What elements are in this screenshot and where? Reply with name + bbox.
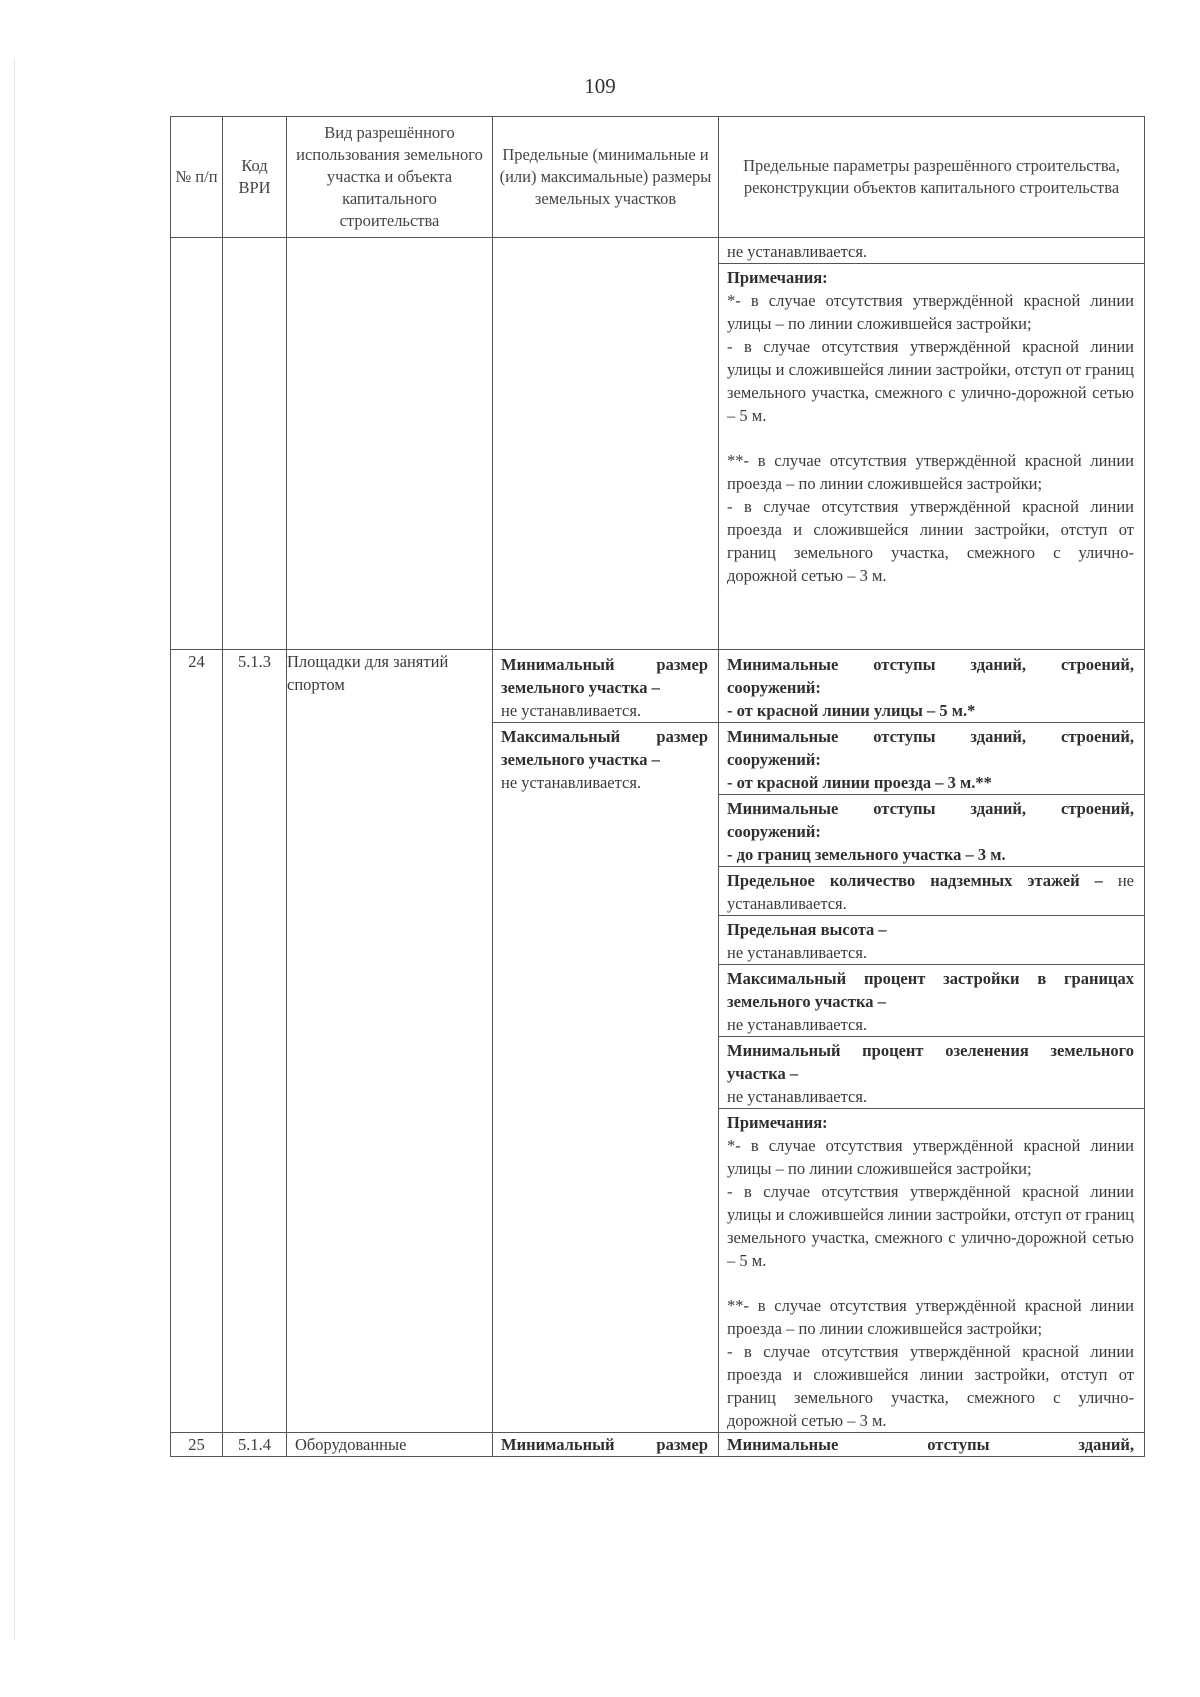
param-7-value: не устанавливается. — [727, 1087, 868, 1106]
param-3-value: - до границ земельного участка – 3 м. — [727, 845, 1006, 864]
min-size-label: Минимальный размер земельного участка – — [501, 655, 708, 697]
header-params: Предельные параметры разрешённого строительства, реконструкции объектов капитального строительства — [719, 117, 1145, 238]
param-4 — [719, 866, 1144, 915]
param-3-label: Минимальные отступы зданий, строений, сооружений: — [727, 799, 1134, 841]
cell-num: 25 — [171, 1433, 223, 1457]
cell-code-empty — [223, 238, 287, 650]
param-7-label: Минимальный процент озеленения земельного участка – — [727, 1041, 1134, 1083]
param-6-label: Максимальный процент застройки в границах земельного участка – — [727, 969, 1134, 1011]
cell-type: Оборудованные — [287, 1433, 493, 1457]
cell-size — [493, 650, 719, 1433]
table-row-continued — [171, 238, 1145, 650]
cell-params — [719, 650, 1145, 1433]
min-size-value: не устанавливается. — [501, 701, 642, 720]
param-2-label: Минимальные отступы зданий, строений, сооружений: — [727, 727, 1134, 769]
note-4: - в случае отсутствия утверждённой красной линии проезда и сложившейся линии застройки, отступ от границ земельного участка, смежного с улично-дорожной сетью – 3 м. — [727, 497, 1134, 585]
param-1-label: Минимальные отступы зданий, строений, сооружений: — [727, 655, 1134, 697]
header-type: Вид разрешённого использования земельного участка и объекта капитального строительства — [287, 117, 493, 238]
header-num: № п/п — [171, 117, 223, 238]
notes-title: Примечания: — [727, 268, 828, 287]
note-1: *- в случае отсутствия утверждённой красной линии улицы – по линии сложившейся застройки; — [727, 1136, 1134, 1178]
note-3: **- в случае отсутствия утверждённой красной линии проезда – по линии сложившейся застройки; — [727, 451, 1134, 493]
max-size-value: не устанавливается. — [501, 773, 642, 792]
param-1-label: Минимальные отступы зданий, — [727, 1435, 1134, 1454]
param-4-value: не устанавливается. — [727, 871, 1134, 913]
note-4: - в случае отсутствия утверждённой красной линии проезда и сложившейся линии застройки, отступ от границ земельного участка, смежного с улично-дорожной сетью – 3 м. — [727, 1342, 1134, 1430]
cell-params — [719, 1433, 1145, 1457]
param-2-value: - от красной линии проезда – 3 м.** — [727, 773, 992, 792]
cell-size — [493, 1433, 719, 1457]
note-2: - в случае отсутствия утверждённой красной линии улицы и сложившейся линии застройки, отступ от границ земельного участка, смежного с улично-дорожной сетью – 5 м. — [727, 337, 1134, 425]
param-6 — [719, 964, 1144, 1036]
regulations-table — [170, 116, 1145, 1457]
table-row-25 — [171, 1433, 1145, 1457]
cell-type: Площадки для занятий спортом — [287, 650, 493, 1433]
cell-type-empty — [287, 238, 493, 650]
cell-num: 24 — [171, 650, 223, 1433]
param-5-label: Предельная высота – — [727, 920, 887, 939]
min-size-label: Минимальный размер — [501, 1435, 708, 1454]
header-row — [171, 117, 1145, 238]
param-top-line: не устанавливается. — [727, 242, 868, 261]
cell-num-empty — [171, 238, 223, 650]
param-6-value: не устанавливается. — [727, 1015, 868, 1034]
max-size-block — [493, 722, 718, 794]
cell-code: 5.1.3 — [223, 650, 287, 1433]
min-size-block — [493, 650, 718, 722]
note-1: *- в случае отсутствия утверждённой красной линии улицы – по линии сложившейся застройки; — [727, 291, 1134, 333]
param-5-value: не устанавливается. — [727, 943, 868, 962]
header-code: Код ВРИ — [223, 117, 287, 238]
cell-size-empty — [493, 238, 719, 650]
notes-block — [719, 1108, 1144, 1432]
param-1 — [719, 650, 1144, 722]
param-3 — [719, 794, 1144, 866]
cell-code: 5.1.4 — [223, 1433, 287, 1457]
note-2: - в случае отсутствия утверждённой красной линии улицы и сложившейся линии застройки, отступ от границ земельного участка, смежного с улично-дорожной сетью – 5 м. — [727, 1182, 1134, 1270]
notes-block — [719, 263, 1144, 587]
note-3: **- в случае отсутствия утверждённой красной линии проезда – по линии сложившейся застройки; — [727, 1296, 1134, 1338]
page-number: 109 — [584, 74, 616, 98]
param-7 — [719, 1036, 1144, 1108]
param-5 — [719, 915, 1144, 964]
notes-title: Примечания: — [727, 1113, 828, 1132]
scan-edge-line — [14, 60, 15, 1640]
param-1-value: - от красной линии улицы – 5 м.* — [727, 701, 976, 720]
max-size-label: Максимальный размер земельного участка – — [501, 727, 708, 769]
header-size: Предельные (минимальные и (или) максимальные) размеры земельных участков — [493, 117, 719, 238]
param-4-label: Предельное количество надземных этажей – — [727, 871, 1103, 890]
table-row-24 — [171, 650, 1145, 1433]
cell-params-continued — [719, 238, 1145, 650]
param-2 — [719, 722, 1144, 794]
